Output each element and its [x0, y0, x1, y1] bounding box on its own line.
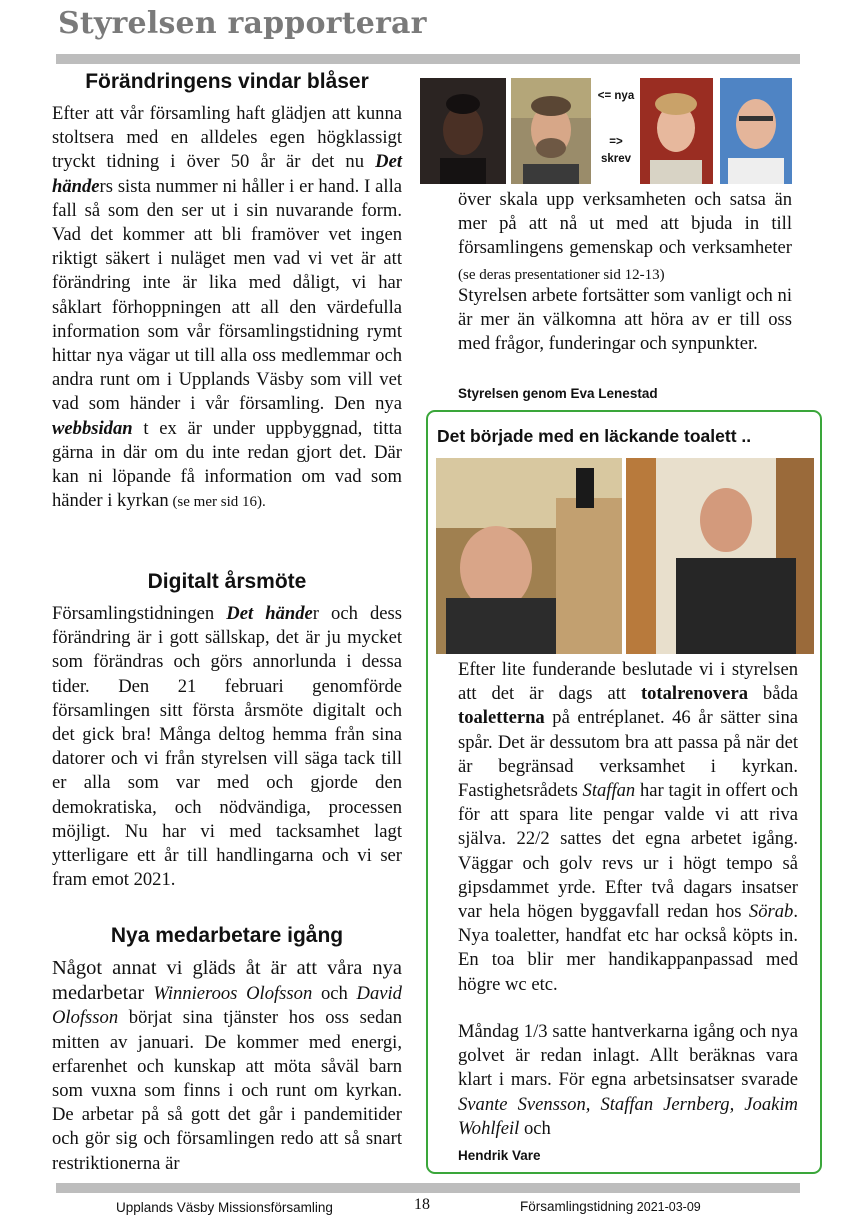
- renovation-title: Det började med en läckande toalett ..: [437, 426, 752, 446]
- footer-organization: Upplands Väsby Missionsförsamling: [116, 1200, 333, 1215]
- section-text-new-staff: Något annat vi gläds åt är att våra nya medarbetar Winnieroos Olofsson och David Olofsson börjat sina tjänster hos oss sedan mitten av januari. De kommer med energi, erfarenhet och kunskap att möta såväl barn som vuxna som finns i och runt om kyrkan. De arbetar på så gott det går i pandemitider och gör sig och församlingen redo att så snart restriktionerna är: [52, 957, 402, 1174]
- portrait-image: [420, 78, 506, 184]
- renovation-image: [436, 458, 622, 654]
- section-text-winds: Efter att vår församling haft glädjen att kunna stoltsera med en alldeles egen högklassigt tryckt tidning i över 50 år är det nu Det händers sista nummer ni håller i er hand. I alla fall så som den ser ut i sin nuvarande form. Vad det kommer att bli framöver vet ingen riktigt säkert i nuläget men vad vi vet är att förändring inte är lika med dåligt, vi har såklart förhoppningen att all den värdefulla information som vår församlingstidning rymt hittar nya vägar ut till alla oss medlemmar och andra runt om i Upplands Väsby som vill vet vad som händer i vår församling. Den nya webbsidan t ex är under uppbyggnad, titta gärna in där om du inte redan gjort det. Där kan ni löpande få information om vad som händer i kyrkan (se mer sid 16).: [52, 103, 402, 512]
- footer-publication: Församlingstidning 2021-03-09: [520, 1199, 701, 1214]
- renovation-image: [626, 458, 814, 654]
- newsletter-name: Det hände: [52, 151, 402, 197]
- portrait-winnieroos: [420, 78, 506, 184]
- renovation-text-2: Måndag 1/3 satte hantverkarna igång och nya golvet är redan inlagt. Allt beräknas vara klart i mars. För egna arbetsinsatser svarade Svante Svensson, Staffan Jernberg, Joakim Wohlfeil och: [458, 1021, 798, 1139]
- staff-text-continued: över skala upp verksamheten och satsa än mer på att nå ut med att bjuda in till församlingens gemenskap och verksamheter (se deras presentationer sid 12-13): [458, 189, 792, 283]
- section-text-annual-meeting: Församlingstidningen Det händer och dess förändring är i gott sällskap, det är ju mycket som förändras och görs annorlunda i dessa tider. Den 21 februari genomförde församlingen sitt första årsmöte digitalt och det gick bra! Många deltog hemma från sina datorer och vi från styrelsen vill säga tack till er alla som var med och gjorde den demokratiska, och nödvändiga, processen möjligt. Nu har vi med tacksamhet lagt ytterligare ett år till handlingarna och vi ser fram emot 2021.: [52, 603, 402, 891]
- section-heading-new-staff: Nya medarbetare igång: [110, 924, 344, 947]
- portrait-image: [640, 78, 713, 184]
- section-heading-winds: Förändringens vindar blåser: [85, 70, 369, 93]
- portrait-image: [720, 78, 792, 184]
- portrait-label-new: <= nya: [597, 90, 635, 102]
- board-text: Styrelsen arbete fortsätter som vanligt och ni är mer än välkomna att höra av er till oss med frågor, funderingar och synpunkter.: [458, 285, 792, 355]
- page-number: 18: [414, 1196, 430, 1213]
- website-mention: webbsidan: [52, 417, 133, 439]
- portrait-hendrik: [720, 78, 792, 184]
- renovation-signature: Hendrik Vare: [458, 1148, 541, 1163]
- section-heading-annual-meeting: Digitalt årsmöte: [147, 570, 307, 593]
- portrait-david: [511, 78, 591, 184]
- board-signature: Styrelsen genom Eva Lenestad: [458, 386, 658, 401]
- top-divider: [56, 54, 800, 64]
- renovation-photo-left: [436, 458, 622, 654]
- portrait-label-wrote: => skrev: [600, 136, 632, 165]
- renovation-photo-right: [626, 458, 814, 654]
- portrait-image: [511, 78, 591, 184]
- page-title: Styrelsen rapporterar: [58, 6, 427, 41]
- portrait-eva: [640, 78, 713, 184]
- bottom-divider: [56, 1183, 800, 1193]
- renovation-text: Efter lite funderande beslutade vi i styrelsen att det är dags att totalrenovera båda toaletterna på entréplanet. 46 år sätter sina spår. Det är dessutom bra att passa på när det är begränsad verksamhet i kyrkan. Fastighetsrådets Staffan har tagit in offert och för att spara lite pengar valde vi att riva själva. 22/2 sattes det egna arbetet igång. Väggar och golv revs ur i högt tempo så gipsdammet yrde. Efter två dagars insatser var hela högen byggavfall redan hos Sörab. Nya toaletter, handfat etc har också köpts in. En toa blir mer handikappanpassad med högre wc etc.: [458, 659, 799, 995]
- staff-name-david: David Olofsson: [52, 983, 402, 1029]
- staff-name-winnieroos: Winnieroos Olofsson: [153, 983, 313, 1005]
